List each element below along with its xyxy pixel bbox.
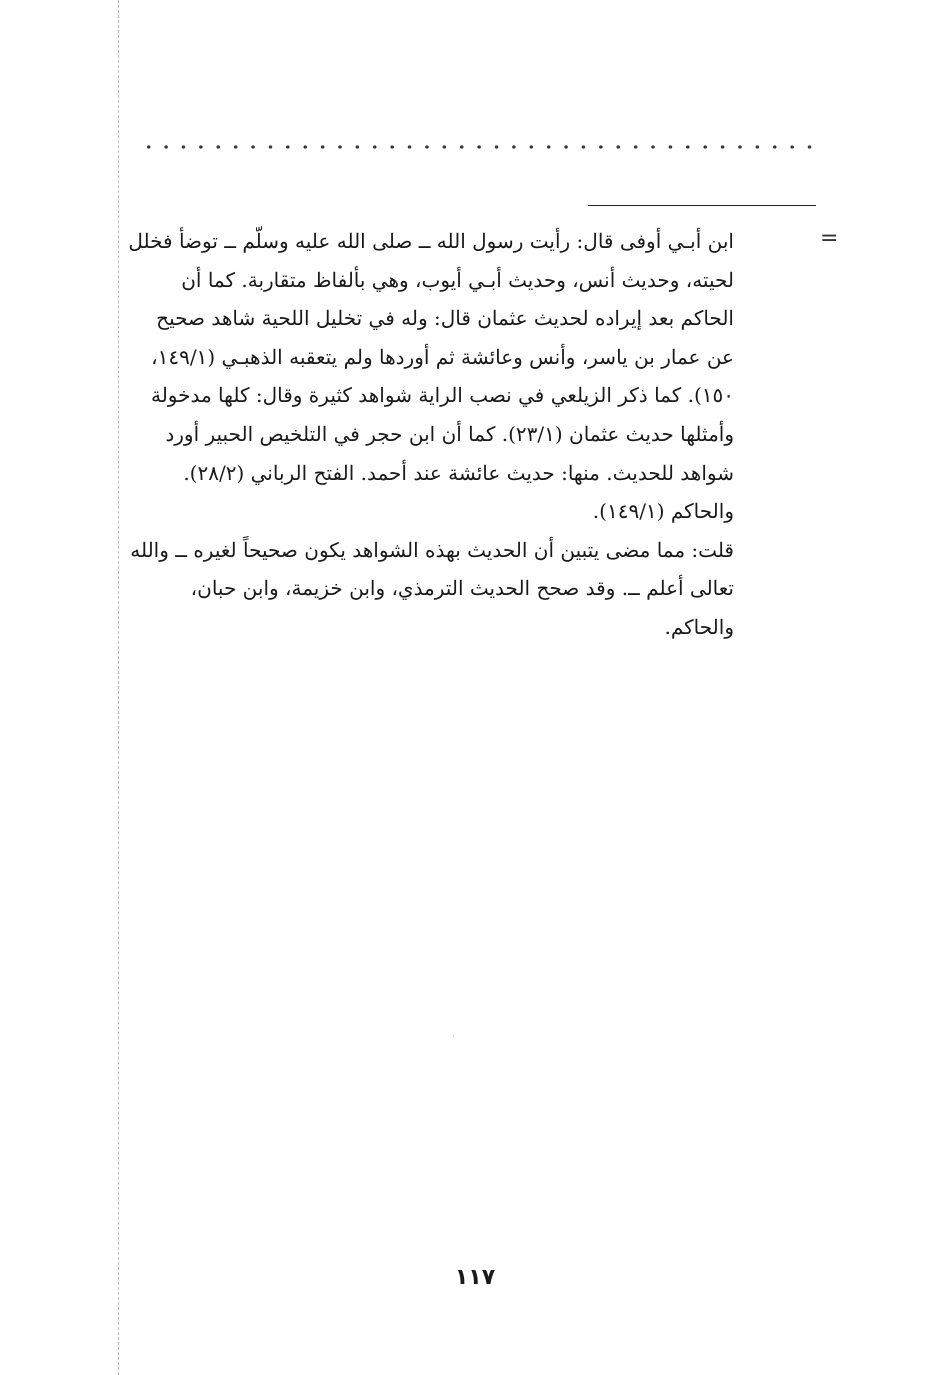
footnote-line: عن عمار بن ياسر، وأنس وعائشة ثم أوردها ولم يتعقبه الذهبـي (١٤٩/١، xyxy=(151,344,734,369)
footnote-line: شواهد للحديث. منها: حديث عائشة عند أحمد. الفتح الرباني (٢٨/٢). xyxy=(183,460,734,485)
footnote-separator-rule xyxy=(588,205,816,206)
footnote-line: ١٥٠). كما ذكر الزيلعي في نصب الراية شواهد كثيرة وقال: كلها مدخولة xyxy=(150,383,734,408)
footnote-line: والحاكم (١٤٩/١). xyxy=(592,499,734,524)
dotted-separator xyxy=(140,142,820,152)
footnote-line: تعالى أعلم ــ. وقد صحح الحديث الترمذي، وابن خزيمة، وابن حبان، xyxy=(190,576,734,601)
page-edge-line xyxy=(118,0,119,1375)
footnote-line: الحاكم بعد إيراده لحديث عثمان قال: وله في تخليل اللحية شاهد صحيح xyxy=(156,306,734,331)
footnote-line: لحيته، وحديث أنس، وحديث أبـي أيوب، وهي بألفاظ متقاربة. كما أن xyxy=(181,267,734,292)
scan-speck xyxy=(453,1035,454,1037)
continuation-mark: = xyxy=(820,226,839,251)
footnote-line: ابن أبـي أوفى قال: رأيت رسول الله ــ صلى الله عليه وسلّم ــ توضأ فخلل xyxy=(128,229,734,253)
footnote-text xyxy=(120,222,734,647)
footnote-line: قلت: مما مضى يتبين أن الحديث بهذه الشواهد يكون صحيحاً لغيره ــ والله xyxy=(130,537,734,562)
footnote-line: والحاكم. xyxy=(664,614,734,639)
footnote-line: وأمثلها حديث عثمان (٢٣/١). كما أن ابن حجر في التلخيص الحبير أورد xyxy=(165,421,734,446)
page-number: ١١٧ xyxy=(454,1265,496,1290)
